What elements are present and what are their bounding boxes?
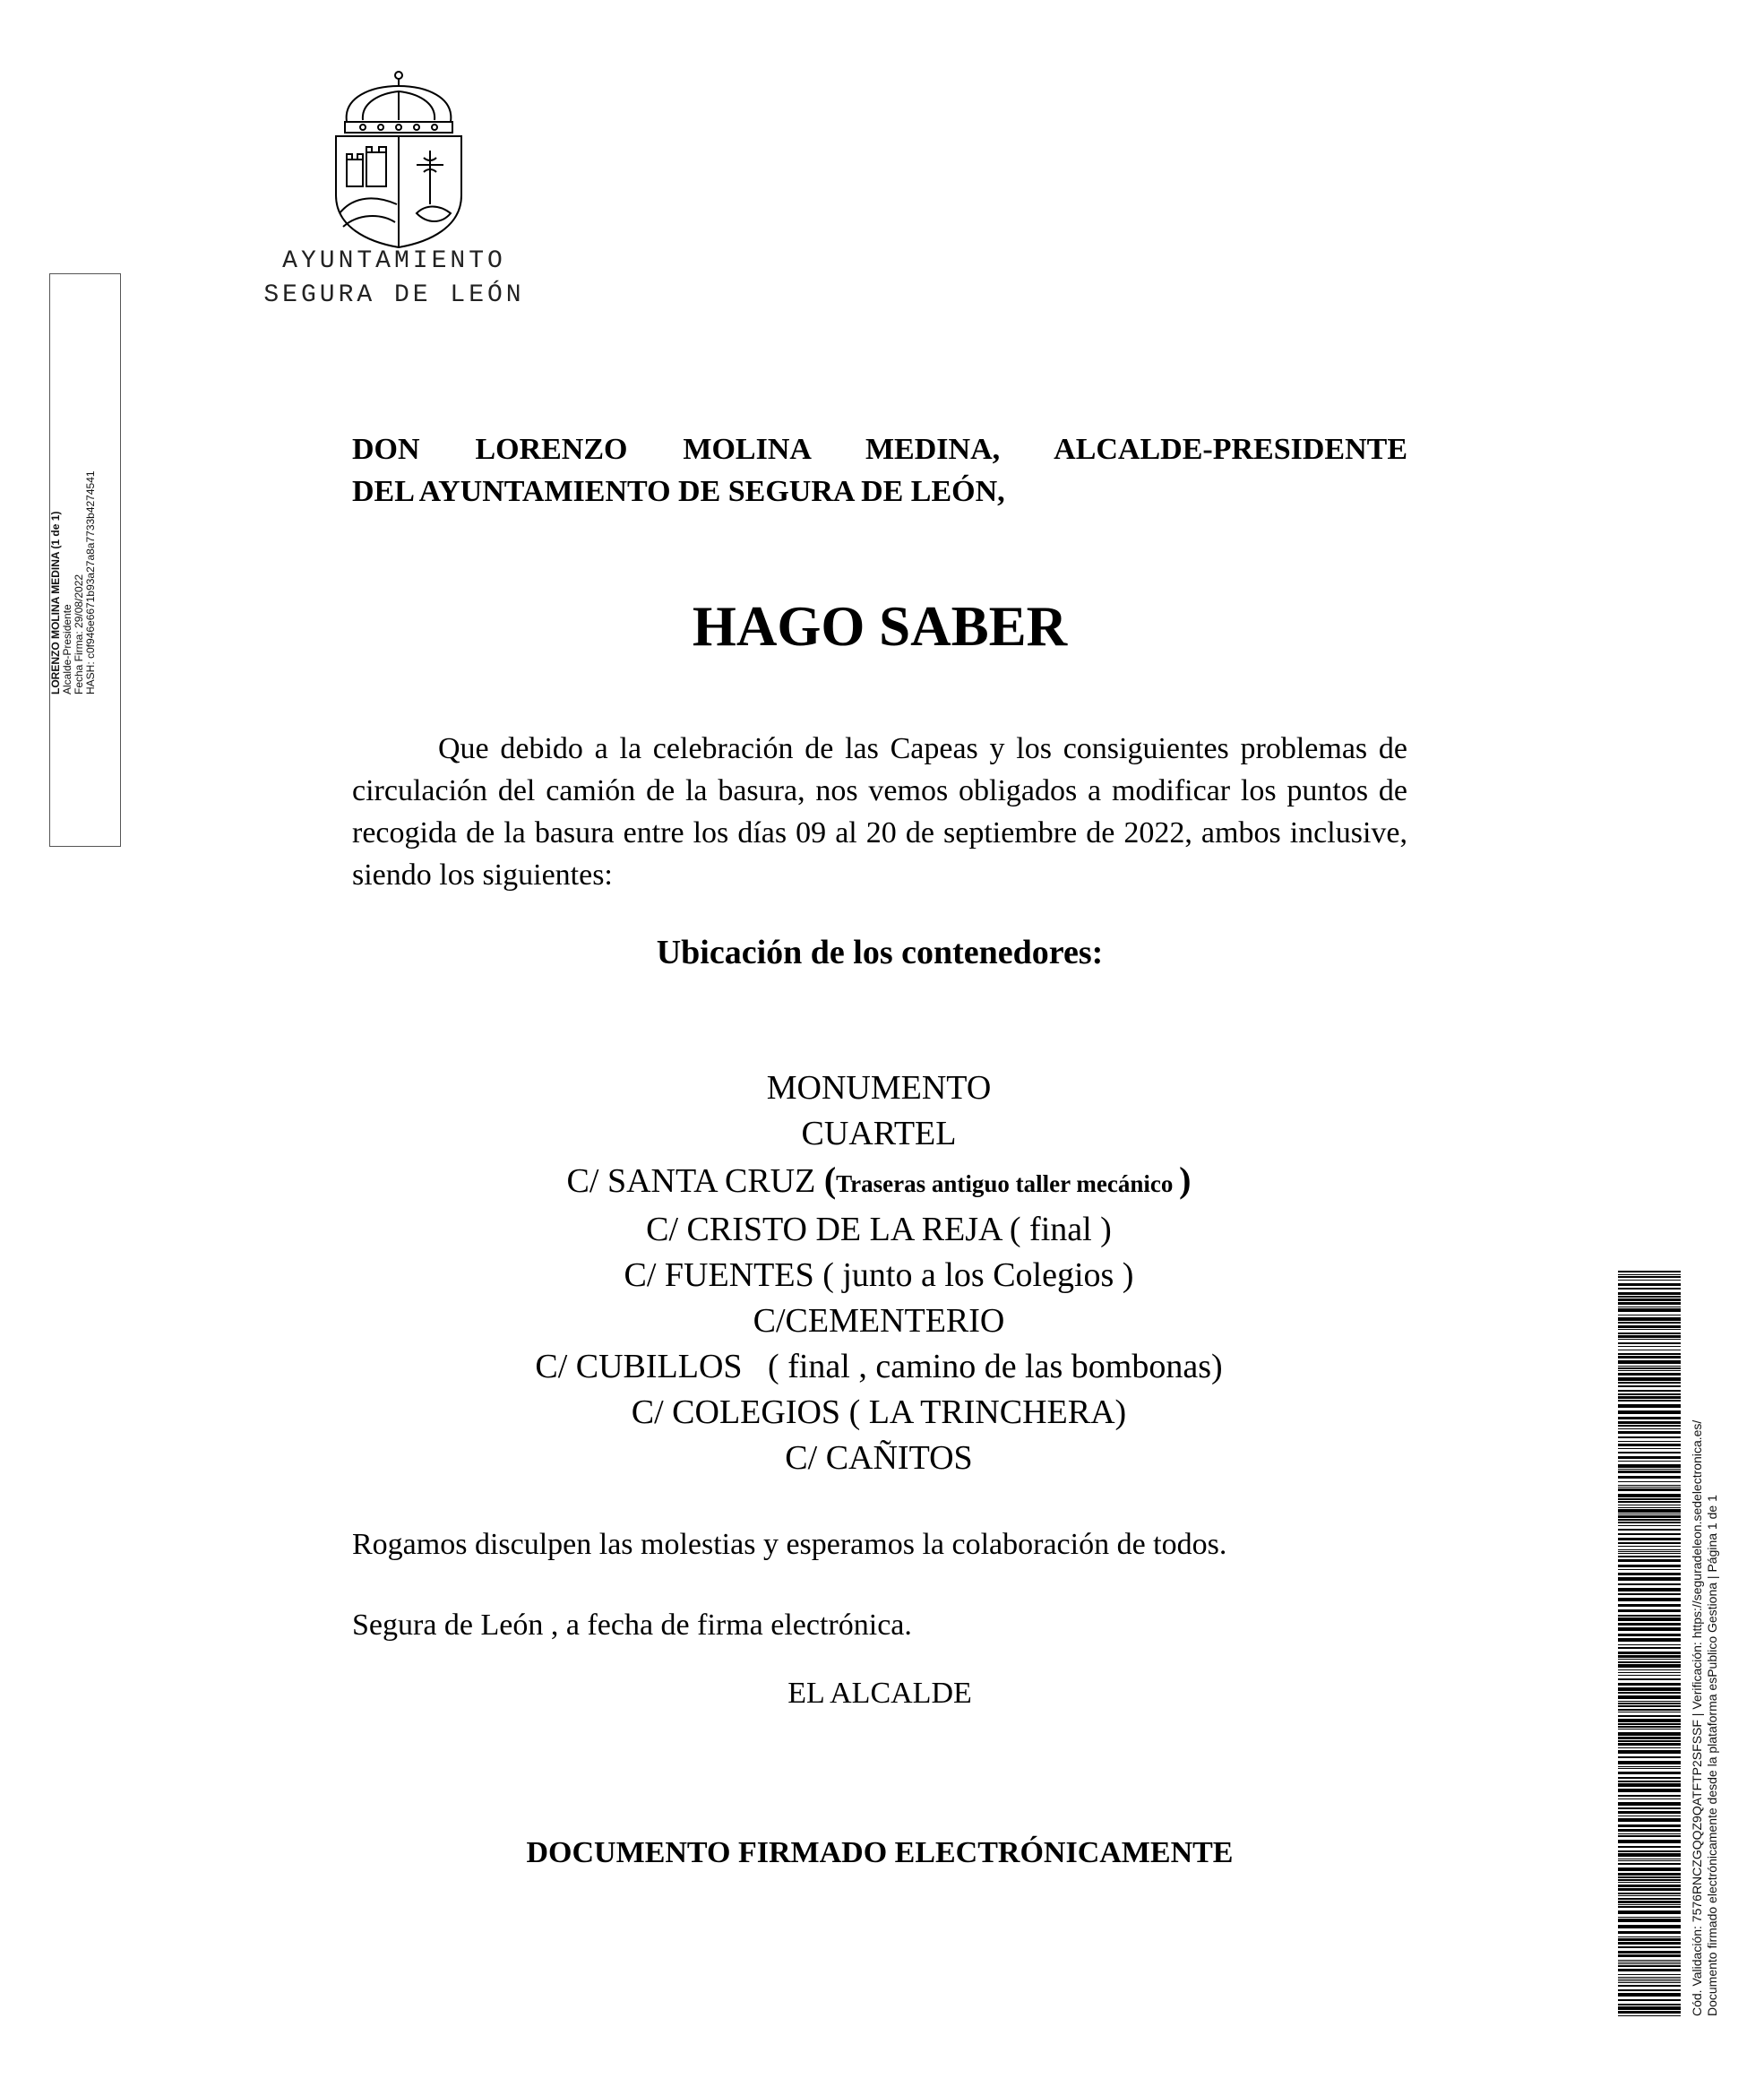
- barcode-bar: [1618, 1860, 1681, 1861]
- barcode-bar: [1618, 1317, 1681, 1321]
- barcode-bar: [1618, 1783, 1681, 1787]
- barcode-bar: [1618, 1705, 1681, 1707]
- barcode-bar: [1618, 1549, 1681, 1550]
- barcode-bar: [1618, 1703, 1681, 1704]
- barcode-bar: [1618, 1750, 1681, 1754]
- barcode-bar: [1618, 1965, 1681, 1967]
- barcode-bar: [1618, 1519, 1681, 1521]
- barcode-bar: [1618, 1428, 1681, 1429]
- barcode-bar: [1618, 1982, 1681, 1983]
- barcode-bar: [1618, 1542, 1681, 1544]
- barcode-bar: [1618, 1476, 1681, 1479]
- barcode-bar: [1618, 1360, 1681, 1364]
- signature-date: Fecha Firma: 29/08/2022: [73, 574, 85, 694]
- location-street: C/ SANTA CRUZ: [566, 1162, 824, 1200]
- place-date-text: Segura de León , a fecha de firma electrónica.: [352, 1609, 912, 1642]
- barcode-bar: [1618, 1761, 1681, 1764]
- barcode-bar: [1618, 1873, 1681, 1876]
- barcode-bar: [1618, 1507, 1681, 1508]
- barcode-bar: [1618, 1979, 1681, 1980]
- barcode-bar: [1618, 1288, 1681, 1290]
- verification-platform-line: Documento firmado electrónicamente desde la plataforma esPublico Gestiona | Página 1 de 1: [1705, 1495, 1719, 2016]
- barcode-bar: [1618, 1448, 1681, 1449]
- barcode-bar: [1618, 1719, 1681, 1722]
- barcode-bar: [1618, 1538, 1681, 1540]
- barcode-bar: [1618, 1936, 1681, 1937]
- org-name-line1: AYUNTAMIENTO: [282, 247, 506, 275]
- container-locations-list: [269, 1065, 1489, 1481]
- barcode-bar: [1618, 1471, 1681, 1473]
- barcode-bar: [1618, 1974, 1681, 1975]
- barcode-bar: [1618, 1296, 1681, 1298]
- barcode-bar: [1618, 1373, 1681, 1376]
- barcode-bar: [1618, 1954, 1681, 1957]
- barcode-bar: [1618, 1798, 1681, 1799]
- barcode-bar: [1618, 1588, 1681, 1591]
- barcode-bar: [1618, 1382, 1681, 1384]
- barcode-bar: [1618, 1917, 1681, 1918]
- barcode-bar: [1618, 1356, 1681, 1359]
- location-item: CUARTEL: [801, 1115, 957, 1152]
- barcode-bar: [1618, 1802, 1681, 1806]
- barcode-bar: [1618, 1617, 1681, 1621]
- barcode-bar: [1618, 1498, 1681, 1500]
- signature-signer: LORENZO MOLINA MEDINA (1 de 1): [49, 511, 62, 694]
- barcode-bar: [1618, 1664, 1681, 1668]
- barcode-bar: [1618, 2015, 1681, 2016]
- barcode-bar: [1618, 1627, 1681, 1631]
- barcode-bar: [1618, 1766, 1681, 1767]
- document-heading: [352, 428, 1407, 513]
- barcode-bar: [1618, 1895, 1681, 1896]
- barcode-bar: [1618, 1781, 1681, 1782]
- barcode-bar: [1618, 1985, 1681, 1987]
- barcode-bar: [1618, 1833, 1681, 1834]
- barcode-bar: [1618, 1963, 1681, 1964]
- location-item: C/ CUBILLOS ( final , camino de las bombonas): [535, 1348, 1223, 1385]
- barcode-bar: [1618, 1485, 1681, 1486]
- barcode-bar: [1618, 1396, 1681, 1399]
- barcode-bar: [1618, 1302, 1681, 1305]
- barcode-bar: [1618, 1768, 1681, 1769]
- barcode-bar: [1618, 1322, 1681, 1324]
- barcode-bar: [1618, 1999, 1681, 2001]
- barcode-bar: [1618, 1655, 1681, 1658]
- barcode-bar: [1618, 2004, 1681, 2005]
- barcode-bar: [1618, 1747, 1681, 1748]
- barcode-bar: [1618, 1615, 1681, 1617]
- barcode-bar: [1618, 1494, 1681, 1497]
- barcode-bar: [1618, 1678, 1681, 1680]
- barcode-bar: [1618, 1367, 1681, 1369]
- barcode-bar: [1618, 1772, 1681, 1774]
- org-name-line2: SEGURA DE LEÓN: [263, 281, 525, 309]
- barcode-bar: [1618, 1723, 1681, 1725]
- barcode-bar: [1618, 1604, 1681, 1607]
- signer-title: EL ALCALDE: [787, 1677, 972, 1710]
- barcode-bar: [1618, 1829, 1681, 1832]
- barcode-bar: [1618, 1951, 1681, 1954]
- barcode-bar: [1618, 1515, 1681, 1518]
- barcode-bar: [1618, 1569, 1681, 1570]
- barcode-bar: [1618, 1879, 1681, 1881]
- barcode-bar: [1618, 1565, 1681, 1567]
- barcode-bar: [1618, 1333, 1681, 1334]
- barcode-bar: [1618, 1280, 1681, 1281]
- heading-line2: DEL AYUNTAMIENTO DE SEGURA DE LEÓN,: [352, 475, 1005, 508]
- barcode-bar: [1618, 1919, 1681, 1922]
- barcode-bar: [1618, 1675, 1681, 1676]
- barcode-bar: [1618, 1469, 1681, 1470]
- barcode-bar: [1618, 1715, 1681, 1717]
- barcode-bar: [1618, 1385, 1681, 1387]
- barcode-bar: [1618, 1672, 1681, 1673]
- barcode-bar: [1618, 1525, 1681, 1526]
- barcode-bar: [1618, 2011, 1681, 2014]
- barcode-bar: [1618, 2006, 1681, 2010]
- barcode-bar: [1618, 1931, 1681, 1934]
- barcode-bar: [1618, 1481, 1681, 1482]
- body-paragraph: Que debido a la celebración de las Capeas y los consiguientes problemas de circulación del camión de la basura, nos vemos obligados a modificar los puntos de recogida de la basura entre los días 09 al 20 de septiembre de 2022, ambos inclusive, siendo los siguientes:: [352, 732, 1407, 892]
- signature-text: [50, 426, 97, 694]
- barcode-bar: [1618, 1393, 1681, 1395]
- barcode-bar: [1618, 1421, 1681, 1424]
- barcode-bar: [1618, 1329, 1681, 1330]
- barcode-bar: [1618, 1556, 1681, 1557]
- barcode-bar: [1618, 1789, 1681, 1792]
- barcode-bar: [1618, 1410, 1681, 1414]
- barcode-bar: [1618, 1818, 1681, 1822]
- signature-role: Alcalde-Presidente: [61, 604, 73, 694]
- barcode-bar: [1618, 1292, 1681, 1295]
- barcode-bar: [1618, 1533, 1681, 1535]
- barcode-bar: [1618, 1840, 1681, 1843]
- barcode-bar: [1618, 1522, 1681, 1523]
- barcode-bar: [1618, 1298, 1681, 1301]
- barcode-bar: [1618, 1573, 1681, 1575]
- barcode-bar: [1618, 1980, 1681, 1981]
- barcode-bar: [1618, 1885, 1681, 1887]
- barcode-bar: [1618, 1283, 1681, 1286]
- barcode-bar: [1618, 1487, 1681, 1488]
- barcode-bar: [1618, 1335, 1681, 1338]
- barcode-bar: [1618, 1276, 1681, 1278]
- location-paren-close: ): [1179, 1160, 1192, 1200]
- barcode-bar: [1618, 1846, 1681, 1848]
- barcode-bar: [1618, 1559, 1681, 1562]
- barcode: [1618, 1271, 1681, 2016]
- barcode-bar: [1618, 1370, 1681, 1371]
- barcode-bar: [1618, 1441, 1681, 1442]
- barcode-bar: [1618, 1461, 1681, 1462]
- barcode-bar: [1618, 1777, 1681, 1779]
- barcode-bar: [1618, 1551, 1681, 1552]
- barcode-bar: [1618, 1546, 1681, 1547]
- location-paren-open: (: [823, 1160, 837, 1200]
- barcode-bar: [1618, 1876, 1681, 1878]
- verification-code-line: Cód. Validación: 7576RNCZGQQZ9QATFTP2SFSSF | Verificación: https://seguradeleon.sedelectronica.es/: [1690, 1419, 1704, 2016]
- barcode-bar: [1618, 1824, 1681, 1827]
- barcode-bar: [1618, 1661, 1681, 1663]
- barcode-bar: [1618, 1882, 1681, 1883]
- barcode-bar: [1618, 1501, 1681, 1503]
- location-item: C/ CRISTO DE LA REJA ( final ): [646, 1211, 1112, 1248]
- barcode-bar: [1618, 1669, 1681, 1670]
- barcode-bar: [1618, 1811, 1681, 1814]
- barcode-bar: [1618, 1683, 1681, 1686]
- barcode-bar: [1618, 1325, 1681, 1328]
- barcode-bar: [1618, 1553, 1681, 1554]
- location-item: [269, 1157, 1489, 1207]
- document-title: HAGO SABER: [692, 595, 1068, 658]
- barcode-bar: [1618, 1993, 1681, 1997]
- barcode-bar: [1618, 1431, 1681, 1434]
- barcode-bar: [1618, 1687, 1681, 1691]
- barcode-bar: [1618, 1634, 1681, 1636]
- barcode-bar: [1618, 1756, 1681, 1758]
- barcode-bar: [1618, 1647, 1681, 1649]
- barcode-bar: [1618, 1638, 1681, 1642]
- barcode-bar: [1618, 1853, 1681, 1857]
- barcode-bar: [1618, 1901, 1681, 1903]
- barcode-bar: [1618, 1652, 1681, 1654]
- barcode-bar: [1618, 1977, 1681, 1978]
- barcode-bar: [1618, 1867, 1681, 1871]
- barcode-bar: [1618, 1726, 1681, 1728]
- barcode-bar: [1618, 1509, 1681, 1513]
- barcode-bar: [1618, 1400, 1681, 1402]
- barcode-bar: [1618, 1893, 1681, 1894]
- barcode-bar: [1618, 1740, 1681, 1742]
- barcode-bar: [1618, 1529, 1681, 1531]
- barcode-bar: [1618, 1339, 1681, 1340]
- barcode-bar: [1618, 1404, 1681, 1408]
- barcode-bar: [1618, 1850, 1681, 1852]
- barcode-bar: [1618, 1598, 1681, 1601]
- barcode-bar: [1618, 1417, 1681, 1419]
- location-item: C/ FUENTES ( junto a los Colegios ): [624, 1256, 1134, 1294]
- coat-of-arms-logo: [327, 70, 470, 249]
- barcode-bar: [1618, 1898, 1681, 1900]
- apology-text: Rogamos disculpen las molestias y esperamos la colaboración de todos.: [352, 1528, 1227, 1561]
- barcode-bar: [1618, 1644, 1681, 1645]
- barcode-bar: [1618, 1863, 1681, 1865]
- barcode-bar: [1618, 1353, 1681, 1355]
- barcode-bar: [1618, 1659, 1681, 1660]
- barcode-bar: [1618, 1609, 1681, 1612]
- location-item: C/ CAÑITOS: [785, 1439, 973, 1477]
- barcode-bar: [1618, 1835, 1681, 1837]
- barcode-bar: [1618, 1488, 1681, 1491]
- barcode-bar: [1618, 1904, 1681, 1905]
- heading-line1: DON LORENZO MOLINA MEDINA, ALCALDE-PRESIDENTE: [352, 433, 1407, 466]
- barcode-bar: [1618, 1583, 1681, 1585]
- barcode-bar: [1618, 1911, 1681, 1914]
- barcode-bar: [1618, 1807, 1681, 1809]
- barcode-bar: [1618, 1695, 1681, 1699]
- location-item: C/ COLEGIOS ( LA TRINCHERA): [631, 1393, 1127, 1431]
- barcode-bar: [1618, 1969, 1681, 1971]
- electronic-signature-note: DOCUMENTO FIRMADO ELECTRÓNICAMENTE: [526, 1836, 1234, 1869]
- barcode-bar: [1618, 1925, 1681, 1928]
- barcode-bar: [1618, 1623, 1681, 1626]
- barcode-bar: [1618, 1366, 1681, 1367]
- section-subtitle: Ubicación de los contenedores:: [656, 934, 1104, 971]
- signature-hash: HASH: c0f946e6671b93a27a8a7733b4274541: [84, 470, 97, 694]
- location-item: MONUMENTO: [766, 1069, 992, 1107]
- location-note: Traseras antiguo taller mecánico: [836, 1170, 1180, 1197]
- barcode-bar: [1618, 1743, 1681, 1746]
- barcode-bar: [1618, 1464, 1681, 1468]
- barcode-bar: [1618, 1390, 1681, 1392]
- barcode-bar: [1618, 1795, 1681, 1797]
- barcode-bar: [1618, 1271, 1681, 1272]
- barcode-bar: [1618, 1709, 1681, 1711]
- barcode-bar: [1618, 1425, 1681, 1427]
- barcode-bar: [1618, 1377, 1681, 1381]
- barcode-bar: [1618, 1577, 1681, 1581]
- verification-text: [1690, 1246, 1720, 2016]
- barcode-bar: [1618, 1436, 1681, 1438]
- barcode-bar: [1618, 1308, 1681, 1312]
- barcode-bar: [1618, 1692, 1681, 1694]
- location-item: C/CEMENTERIO: [753, 1302, 1005, 1340]
- barcode-bar: [1618, 1942, 1681, 1945]
- barcode-bar: [1618, 1960, 1681, 1961]
- barcode-bar: [1618, 1938, 1681, 1941]
- barcode-bar: [1618, 1274, 1681, 1275]
- barcode-bar: [1618, 1906, 1681, 1908]
- barcode-bar: [1618, 1946, 1681, 1948]
- barcode-bar: [1618, 1342, 1681, 1344]
- barcode-bar: [1618, 1888, 1681, 1891]
- barcode-bar: [1618, 1456, 1681, 1459]
- barcode-bar: [1618, 1701, 1681, 1702]
- barcode-bar: [1618, 1444, 1681, 1446]
- barcode-bar: [1618, 1989, 1681, 1991]
- barcode-bar: [1618, 1346, 1681, 1347]
- barcode-bar: [1618, 1452, 1681, 1453]
- barcode-bar: [1618, 1737, 1681, 1739]
- barcode-bar: [1618, 1593, 1681, 1595]
- barcode-bar: [1618, 1732, 1681, 1736]
